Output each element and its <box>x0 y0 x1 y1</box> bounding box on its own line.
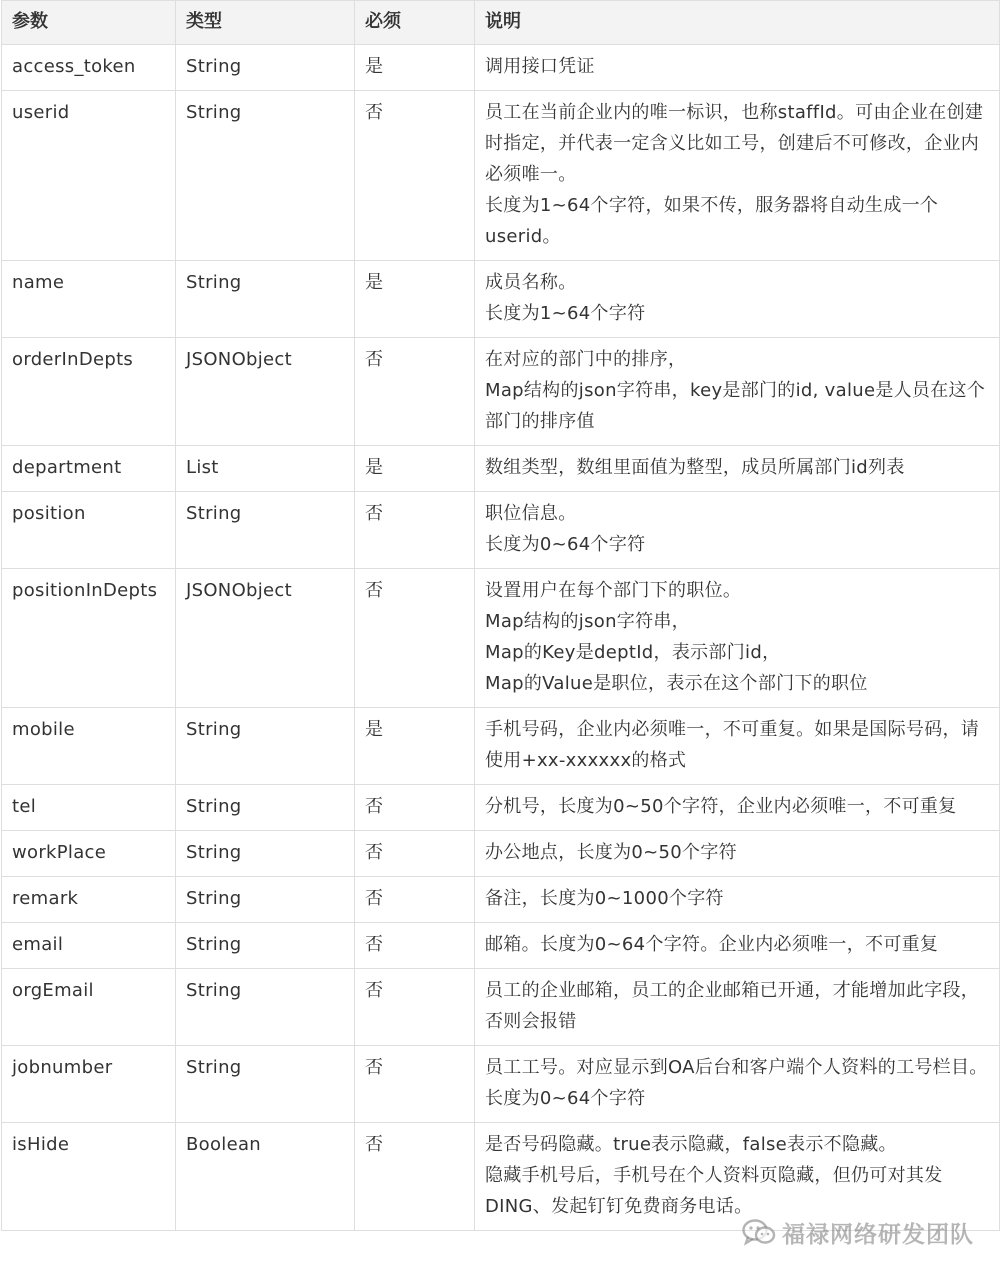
header-type: 类型 <box>176 1 355 45</box>
description-line: 分机号，长度为0~50个字符，企业内必须唯一，不可重复 <box>485 796 957 817</box>
type-cell: JSONObject <box>176 338 355 446</box>
param-cell: orderInDepts <box>2 338 176 446</box>
watermark-text: 福禄网络研发团队 <box>782 1222 974 1248</box>
type-cell: List <box>176 446 355 492</box>
header-param: 参数 <box>2 1 176 45</box>
description-line: 长度为1~64个字符，如果不传，服务器将自动生成一个userid。 <box>485 195 939 247</box>
description-line: 在对应的部门中的排序， <box>485 349 687 370</box>
description-line: 邮箱。长度为0~64个字符。企业内必须唯一，不可重复 <box>485 934 939 955</box>
description-line: 手机号码，企业内必须唯一，不可重复。如果是国际号码，请使用+xx-xxxxxx的格式 <box>485 719 980 771</box>
param-cell: department <box>2 446 176 492</box>
description-line: 长度为1~64个字符 <box>485 303 646 324</box>
required-cell: 否 <box>355 1046 475 1123</box>
required-cell: 是 <box>355 708 475 785</box>
required-cell: 否 <box>355 338 475 446</box>
table-row <box>2 969 1000 1046</box>
required-cell: 否 <box>355 569 475 708</box>
table-row <box>2 91 1000 261</box>
type-cell: Boolean <box>176 1123 355 1231</box>
description-line: 备注，长度为0~1000个字符 <box>485 888 724 909</box>
description-line: 员工工号。对应显示到OA后台和客户端个人资料的工号栏目。 <box>485 1057 988 1078</box>
table-row <box>2 785 1000 831</box>
parameter-table <box>1 0 1000 1231</box>
description-cell <box>475 569 1000 708</box>
type-cell: String <box>176 261 355 338</box>
table-row <box>2 492 1000 569</box>
description-line: Map的Value是职位，表示在这个部门下的职位 <box>485 673 868 694</box>
description-line: 员工在当前企业内的唯一标识，也称staffId。可由企业在创建时指定，并代表一定含义比如工号，创建后不可修改，企业内必须唯一。 <box>485 102 984 185</box>
description-cell <box>475 91 1000 261</box>
type-cell: String <box>176 923 355 969</box>
description-line: 调用接口凭证 <box>485 56 595 77</box>
description-line: 隐藏手机号后，手机号在个人资料页隐藏，但仍可对其发DING、发起钉钉免费商务电话。 <box>485 1165 943 1217</box>
type-cell: String <box>176 708 355 785</box>
description-cell <box>475 969 1000 1046</box>
required-cell: 否 <box>355 923 475 969</box>
type-cell: String <box>176 877 355 923</box>
description-cell <box>475 831 1000 877</box>
type-cell: String <box>176 45 355 91</box>
description-line: 设置用户在每个部门下的职位。 <box>485 580 742 601</box>
param-cell: isHide <box>2 1123 176 1231</box>
table-row <box>2 708 1000 785</box>
param-cell: jobnumber <box>2 1046 176 1123</box>
param-cell: mobile <box>2 708 176 785</box>
description-line: 长度为0~64个字符 <box>485 534 646 555</box>
param-cell: name <box>2 261 176 338</box>
table-row <box>2 831 1000 877</box>
description-cell <box>475 446 1000 492</box>
param-cell: position <box>2 492 176 569</box>
description-line: 职位信息。 <box>485 503 577 524</box>
description-cell <box>475 708 1000 785</box>
type-cell: String <box>176 91 355 261</box>
required-cell: 否 <box>355 785 475 831</box>
description-line: 数组类型，数组里面值为整型，成员所属部门id列表 <box>485 457 905 478</box>
table-body <box>2 45 1000 1231</box>
type-cell: JSONObject <box>176 569 355 708</box>
type-cell: String <box>176 785 355 831</box>
param-cell: email <box>2 923 176 969</box>
required-cell: 否 <box>355 877 475 923</box>
param-cell: access_token <box>2 45 176 91</box>
description-cell <box>475 877 1000 923</box>
required-cell: 否 <box>355 1123 475 1231</box>
description-line: 长度为0~64个字符 <box>485 1088 646 1109</box>
header-description: 说明 <box>475 1 1000 45</box>
table-row <box>2 45 1000 91</box>
table-row <box>2 569 1000 708</box>
description-cell <box>475 1123 1000 1231</box>
table-row <box>2 261 1000 338</box>
table-row <box>2 1123 1000 1231</box>
type-cell: String <box>176 969 355 1046</box>
table-row <box>2 877 1000 923</box>
description-line: 员工的企业邮箱，员工的企业邮箱已开通，才能增加此字段， 否则会报错 <box>485 980 980 1032</box>
description-line: 成员名称。 <box>485 272 577 293</box>
description-cell <box>475 785 1000 831</box>
param-cell: workPlace <box>2 831 176 877</box>
required-cell: 否 <box>355 969 475 1046</box>
table-row <box>2 1046 1000 1123</box>
param-cell: tel <box>2 785 176 831</box>
param-cell: positionInDepts <box>2 569 176 708</box>
param-cell: userid <box>2 91 176 261</box>
table-row <box>2 338 1000 446</box>
description-line: 是否号码隐藏。true表示隐藏，false表示不隐藏。 <box>485 1134 897 1155</box>
required-cell: 否 <box>355 91 475 261</box>
description-line: Map的Key是deptId，表示部门id， <box>485 642 781 663</box>
description-cell <box>475 261 1000 338</box>
type-cell: String <box>176 1046 355 1123</box>
required-cell: 是 <box>355 261 475 338</box>
description-cell <box>475 45 1000 91</box>
table-row <box>2 446 1000 492</box>
type-cell: String <box>176 831 355 877</box>
description-cell <box>475 923 1000 969</box>
description-line: 办公地点，长度为0~50个字符 <box>485 842 737 863</box>
description-cell <box>475 1046 1000 1123</box>
table-row <box>2 923 1000 969</box>
header-required: 必须 <box>355 1 475 45</box>
required-cell: 是 <box>355 446 475 492</box>
required-cell: 否 <box>355 492 475 569</box>
description-line: Map结构的json字符串， <box>485 611 690 632</box>
description-line: Map结构的json字符串，key是部门的id, value是人员在这个部门的排序值 <box>485 380 986 432</box>
param-cell: remark <box>2 877 176 923</box>
type-cell: String <box>176 492 355 569</box>
param-cell: orgEmail <box>2 969 176 1046</box>
required-cell: 否 <box>355 831 475 877</box>
description-cell <box>475 338 1000 446</box>
table-header-row <box>2 1 1000 45</box>
required-cell: 是 <box>355 45 475 91</box>
description-cell <box>475 492 1000 569</box>
